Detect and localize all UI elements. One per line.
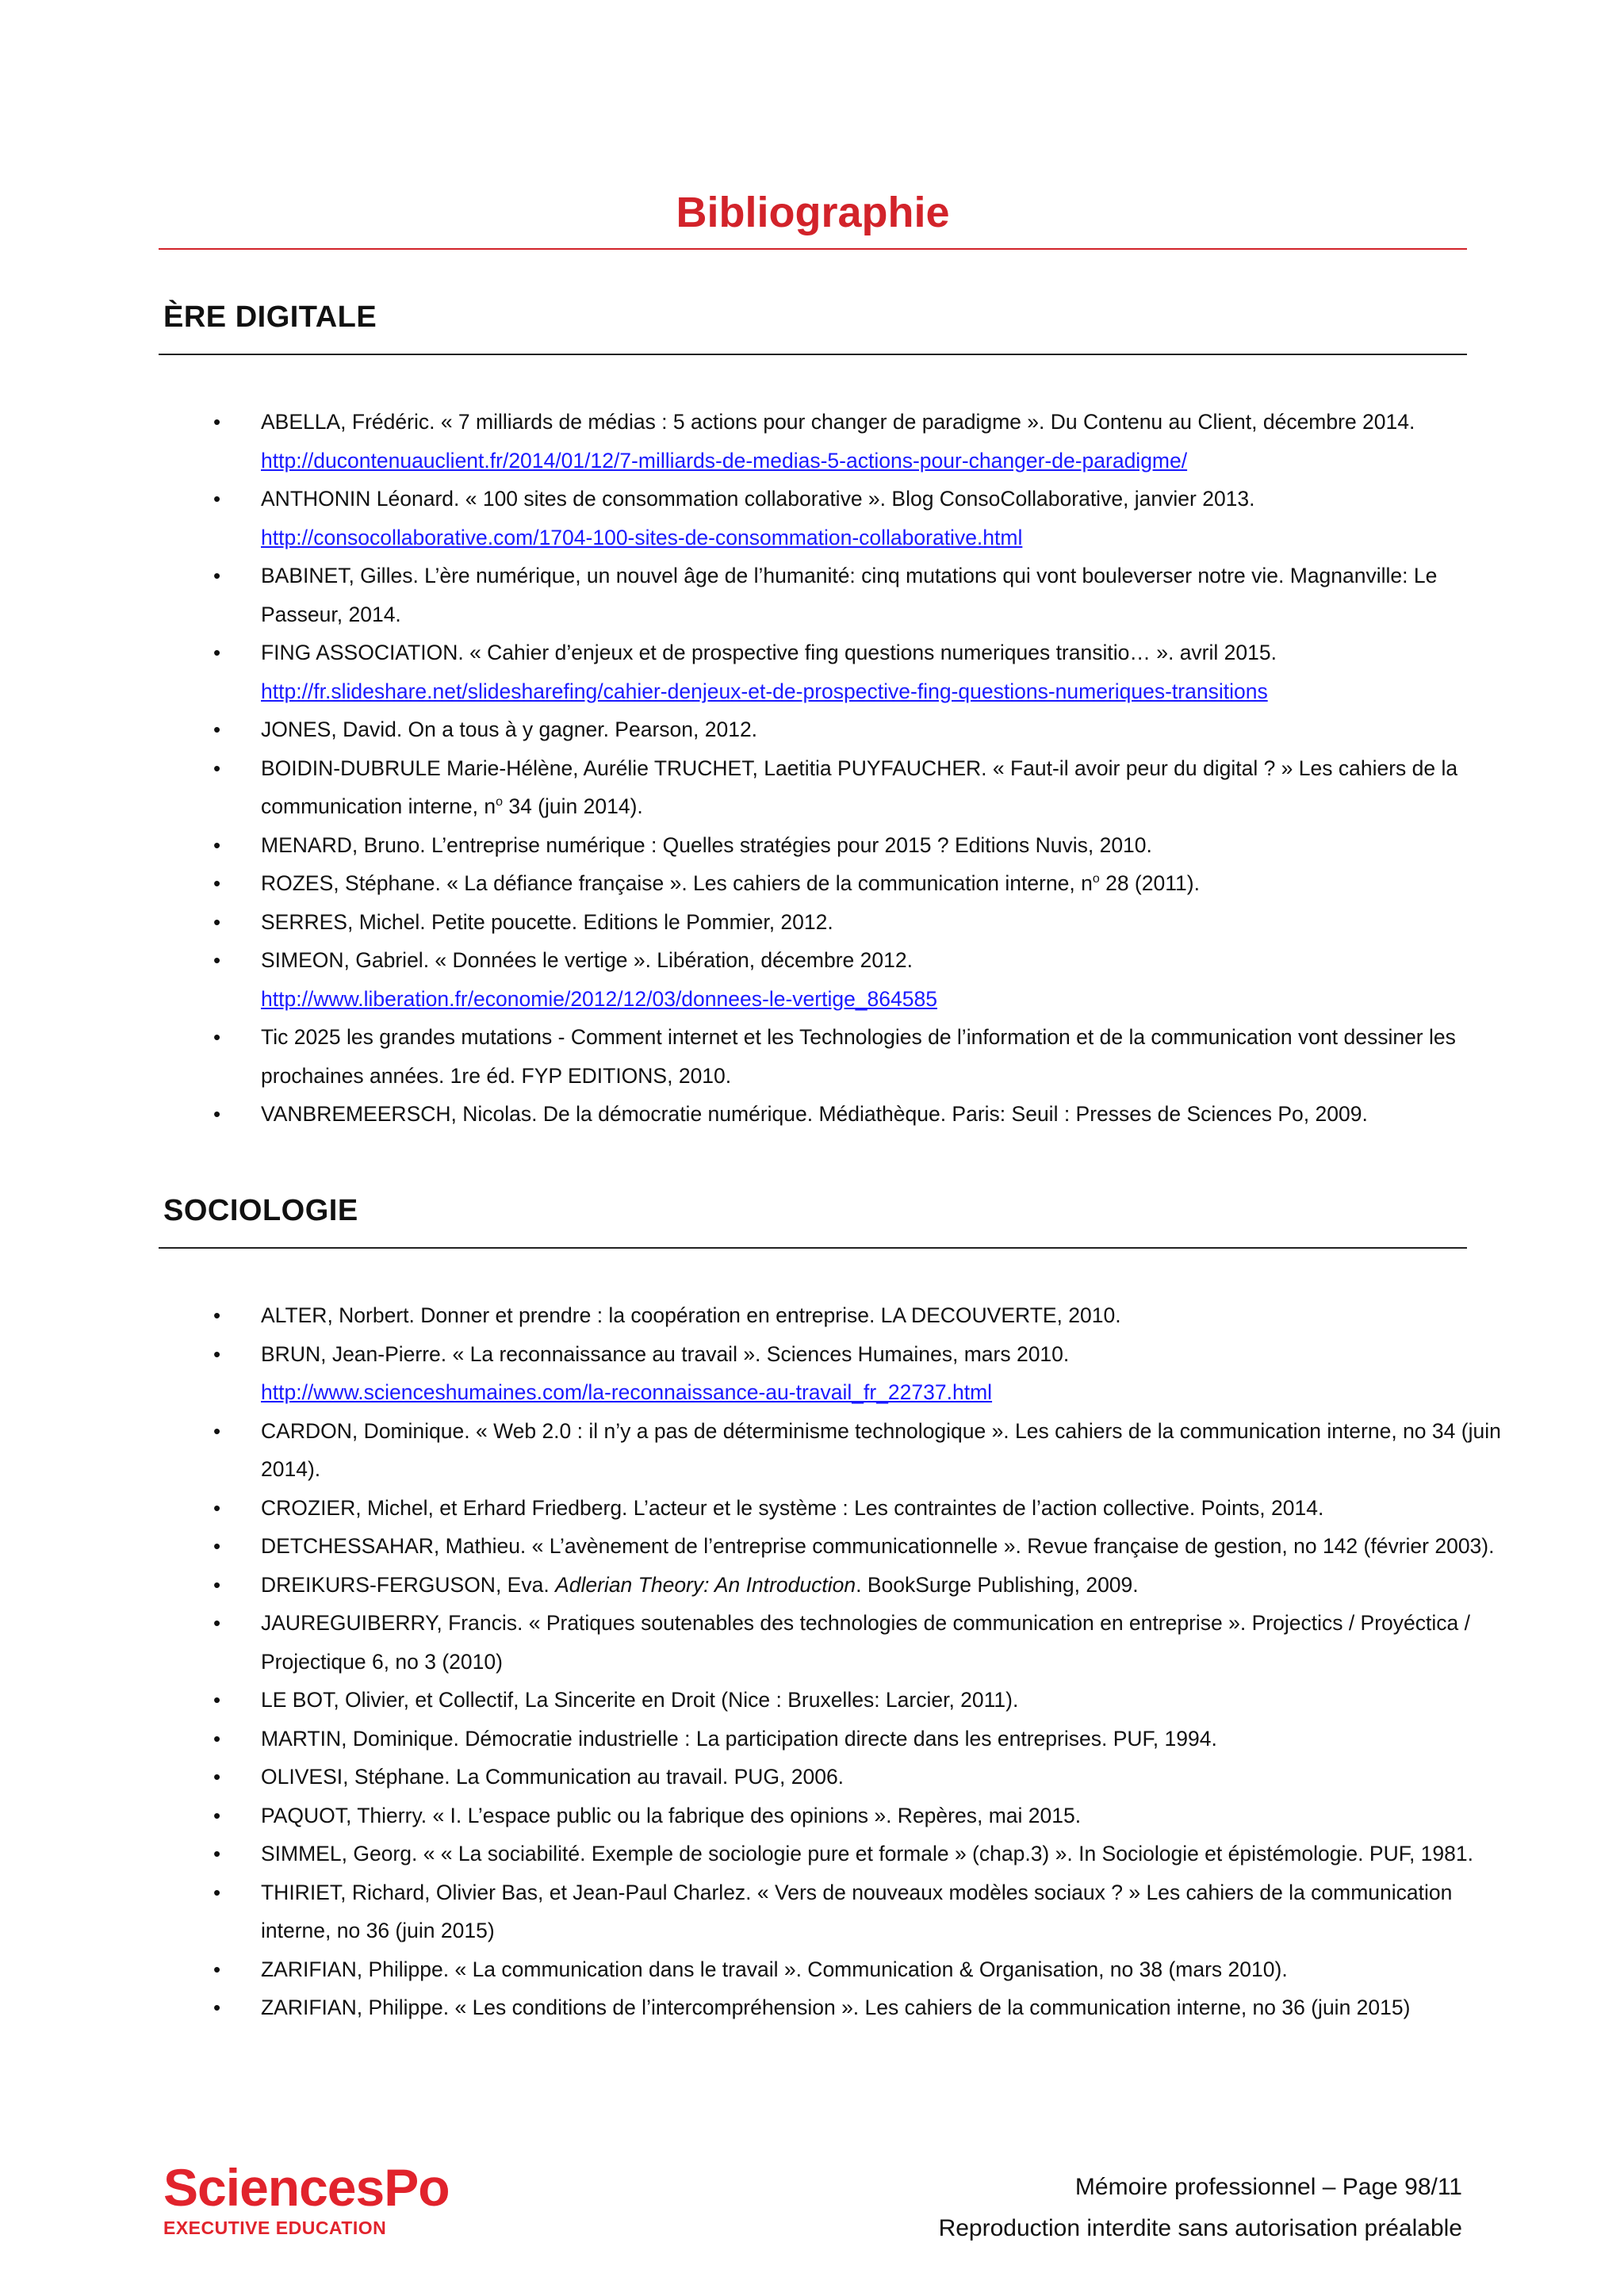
reference-text-after: 34 (juin 2014). (502, 794, 643, 818)
bullet-icon: • (213, 718, 221, 741)
reference-list-ere-digitale (0, 403, 1624, 1134)
reference-text: FING ASSOCIATION. « Cahier d’enjeux et de prospective fing questions numeriques transitio… ». avril 2015. (261, 641, 1277, 664)
bullet-icon: • (213, 1765, 221, 1789)
bullet-icon: • (213, 832, 221, 857)
reference-text: BRUN, Jean-Pierre. « La reconnaissance au travail ». Sciences Humaines, mars 2010. (261, 1341, 1070, 1366)
bullet-icon: • (213, 1726, 221, 1751)
reference-item (0, 826, 1624, 865)
reference-link[interactable]: http://consocollaborative.com/1704-100-sites-de-consommation-collaborative.html (261, 525, 1023, 549)
bullet-icon: • (213, 641, 221, 664)
reference-text: OLIVESI, Stéphane. La Communication au travail. PUG, 2006. (261, 1765, 845, 1789)
reference-item (0, 1988, 1624, 2027)
reference-text: SIMMEL, Georg. « « La sociabilité. Exemple de sociologie pure et formale » (chap.3) ». In Sociologie et épistémologie. PUF, 1981. (261, 1842, 1473, 1866)
reference-text: Tic 2025 les grandes mutations - Comment internet et les Technologies de l’information et de la communication vont dessiner les prochaines années. 1re éd. FYP EDITIONS, 2010. (261, 1025, 1456, 1088)
logo-subtitle: EXECUTIVE EDUCATION (163, 2218, 387, 2238)
bullet-icon: • (213, 1880, 221, 1904)
reference-item (0, 1296, 1624, 1335)
footer-page-label: Mémoire professionnel – Page 98/11 (1074, 2174, 1462, 2200)
bullet-icon: • (213, 1418, 221, 1443)
reference-text: DREIKURS-FERGUSON, Eva. (261, 1572, 556, 1597)
reference-item (0, 710, 1624, 749)
reference-item (0, 1095, 1624, 1134)
bullet-icon: • (213, 1572, 221, 1597)
reference-text-after: 28 (2011). (1099, 871, 1200, 895)
bullet-icon: • (213, 1611, 221, 1635)
bullet-icon: • (213, 871, 221, 895)
reference-item (0, 1018, 1624, 1095)
reference-text: LE BOT, Olivier, et Collectif, La Sincerite en Droit (Nice : Bruxelles: Larcier, 2011). (261, 1688, 1019, 1712)
reference-text: ALTER, Norbert. Donner et prendre : la coopération en entreprise. LA DECOUVERTE, 2010. (261, 1303, 1121, 1327)
bullet-icon: • (213, 1803, 221, 1827)
reference-text: ANTHONIN Léonard. « 100 sites de consommation collaborative ». Blog ConsoCollaborative, janvier 2013. (261, 487, 1255, 511)
reference-item (0, 1873, 1624, 1950)
reference-item (0, 1489, 1624, 1528)
bullet-icon: • (213, 756, 221, 780)
bullet-icon: • (213, 1341, 221, 1366)
reference-superscript: o (496, 795, 503, 809)
reference-text: PAQUOT, Thierry. « I. L’espace public ou la fabrique des opinions ». Repères, mai 2015. (261, 1803, 1082, 1827)
bullet-icon: • (213, 1102, 221, 1126)
reference-text: ZARIFIAN, Philippe. « La communication dans le travail ». Communication & Organisation, no 38 (mars 2010). (261, 1957, 1288, 1981)
bullet-icon: • (213, 1957, 221, 1981)
reference-item (0, 941, 1624, 1018)
reference-item (0, 1758, 1624, 1797)
page-title: Bibliographie (676, 189, 950, 236)
reference-item (0, 1950, 1624, 1989)
reference-link[interactable]: http://www.liberation.fr/economie/2012/12/03/donnees-le-vertige_864585 (261, 986, 937, 1011)
reference-link[interactable]: http://fr.slideshare.net/slidesharefing/cahier-denjeux-et-de-prospective-fing-questions-numeriques-transitions (261, 679, 1268, 703)
reference-item (0, 1604, 1624, 1681)
bullet-icon: • (213, 1025, 221, 1049)
reference-item (0, 480, 1624, 557)
bullet-icon: • (213, 1996, 221, 2019)
reference-item (0, 1681, 1624, 1720)
reference-item (0, 1720, 1624, 1758)
bullet-icon: • (213, 1842, 221, 1866)
reference-text: ZARIFIAN, Philippe. « Les conditions de l’intercompréhension ». Les cahiers de la communication interne, no 36 (juin 2015) (261, 1996, 1411, 2019)
bullet-icon: • (213, 909, 221, 934)
reference-superscript: o (1092, 872, 1100, 886)
logo-wordmark: SciencesPo (163, 2158, 450, 2217)
reference-item (0, 864, 1624, 903)
reference-text: THIRIET, Richard, Olivier Bas, et Jean-Paul Charlez. « Vers de nouveaux modèles sociaux ? » Les cahiers de la communication interne, no 36 (juin 2015) (261, 1880, 1453, 1942)
reference-item (0, 1527, 1624, 1566)
reference-text: CROZIER, Michel, et Erhard Friedberg. L’acteur et le système : Les contraintes de l’action collective. Points, 2014. (261, 1495, 1324, 1520)
reference-item (0, 1566, 1624, 1605)
reference-title-italic: Adlerian Theory: An Introduction (555, 1572, 856, 1597)
reference-text: VANBREMEERSCH, Nicolas. De la démocratie numérique. Médiathèque. Paris: Seuil : Presses de Sciences Po, 2009. (261, 1102, 1368, 1126)
footer-notice: Reproduction interdite sans autorisation préalable (938, 2215, 1462, 2241)
reference-item (0, 1835, 1624, 1873)
section-divider (159, 354, 1467, 355)
reference-text: ROZES, Stéphane. « La défiance française ». Les cahiers de la communication interne, n (261, 871, 1093, 895)
reference-item (0, 1335, 1624, 1412)
bullet-icon: • (213, 1534, 221, 1558)
reference-text: CARDON, Dominique. « Web 2.0 : il n’y a pas de déterminisme technologique ». Les cahiers de la communication interne, no 34 (juin 2014). (261, 1418, 1501, 1481)
bullet-icon: • (213, 410, 221, 434)
reference-text: BABINET, Gilles. L’ère numérique, un nouvel âge de l’humanité: cinq mutations qui vont bouleverser notre vie. Magnanville: Le Passeur, 2014. (261, 564, 1438, 626)
reference-text: BOIDIN-DUBRULE Marie-Hélène, Aurélie TRUCHET, Laetitia PUYFAUCHER. « Faut-il avoir peur du digital ? » Les cahiers de la communication interne, n (261, 756, 1458, 818)
reference-item (0, 903, 1624, 942)
reference-item (0, 749, 1624, 826)
reference-item (0, 633, 1624, 710)
bullet-icon: • (213, 487, 221, 511)
reference-text: SIMEON, Gabriel. « Données le vertige ». Libération, décembre 2012. (261, 948, 913, 972)
reference-text: ABELLA, Frédéric. « 7 milliards de médias : 5 actions pour changer de paradigme ». Du Contenu au Client, décembre 2014. (261, 410, 1415, 434)
section-divider (159, 1247, 1467, 1249)
reference-text-after: . BookSurge Publishing, 2009. (856, 1572, 1139, 1597)
sciencespo-logo (163, 2160, 450, 2239)
reference-text: SERRES, Michel. Petite poucette. Editions le Pommier, 2012. (261, 909, 833, 934)
bullet-icon: • (213, 1495, 221, 1520)
bullet-icon: • (213, 1688, 221, 1712)
bullet-icon: • (213, 564, 221, 587)
reference-text: MARTIN, Dominique. Démocratie industrielle : La participation directe dans les entreprises. PUF, 1994. (261, 1726, 1217, 1751)
reference-text: DETCHESSAHAR, Mathieu. « L’avènement de l’entreprise communicationnelle ». Revue française de gestion, no 142 (février 2003). (261, 1534, 1495, 1558)
section-heading-ere-digitale: ÈRE DIGITALE (163, 300, 377, 334)
reference-link[interactable]: http://ducontenuauclient.fr/2014/01/12/7-milliards-de-medias-5-actions-pour-changer-de-paradigme/ (261, 448, 1188, 473)
reference-item (0, 557, 1624, 633)
title-divider (159, 248, 1467, 250)
reference-text: JAUREGUIBERRY, Francis. « Pratiques soutenables des technologies de communication en entreprise ». Projectics / Proyéctica / Projectique 6, no 3 (2010) (261, 1611, 1470, 1674)
reference-text: MENARD, Bruno. L’entreprise numérique : Quelles stratégies pour 2015 ? Editions Nuvis, 2010. (261, 832, 1152, 857)
reference-text: JONES, David. On a tous à y gagner. Pearson, 2012. (261, 718, 758, 741)
bullet-icon: • (213, 948, 221, 972)
reference-item (0, 403, 1624, 480)
section-heading-sociologie: SOCIOLOGIE (163, 1194, 358, 1227)
reference-list-sociologie (0, 1296, 1624, 2027)
reference-item (0, 1412, 1624, 1489)
reference-link[interactable]: http://www.scienceshumaines.com/la-reconnaissance-au-travail_fr_22737.html (261, 1380, 993, 1404)
bullet-icon: • (213, 1303, 221, 1327)
reference-item (0, 1797, 1624, 1835)
